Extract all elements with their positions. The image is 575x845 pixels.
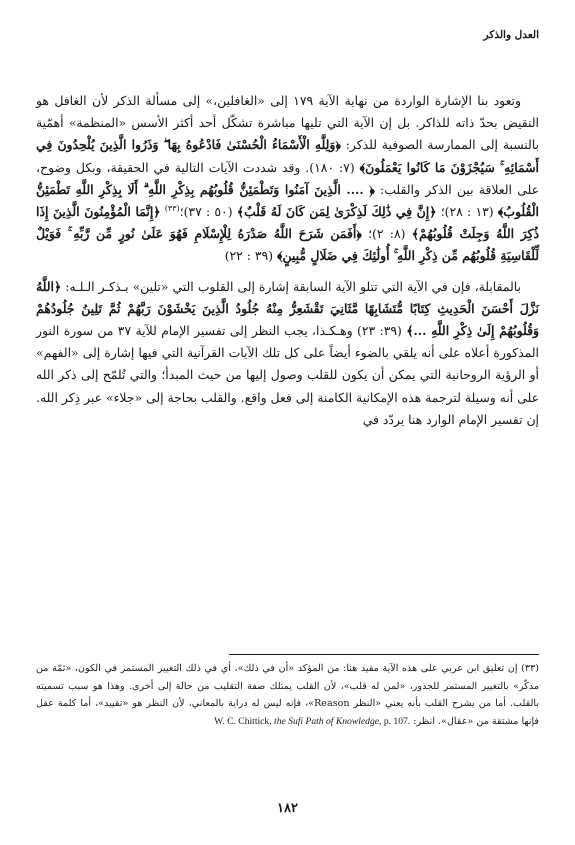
body-text: (١٣ : ٢٨)؛ (436, 204, 498, 220)
quran-quote: ﴿إِنَّمَا الْمُؤْمِنُونَ الَّذِينَ إِذَا ذُكِرَ اللَّهُ وَجِلَتْ قُلُوبُهُمْ﴾ (36, 204, 539, 242)
quran-quote: ﴿أَفَمَن شَرَحَ اللَّهُ صَدْرَهُ لِلْإِسْلَامِ فَهُوَ عَلَىٰ نُورٍ مِّن رَّبِّهِ ۚ فَوَيْلٌ لِّلْقَاسِيَةِ قُلُوبُهُم مِّن ذِكْرِ اللَّهِ ۚ أُولَٰئِكَ فِي ضَلَالٍ مُّبِينٍ﴾ (36, 226, 539, 264)
body-text: (٥٠ : ٣٧)؛ (179, 204, 237, 220)
paragraph-2 (36, 276, 539, 431)
citation-title: the Sufi Path of Knowledge, (274, 715, 382, 727)
book-page (36, 28, 539, 818)
footnote-citation (214, 716, 410, 727)
running-head: العدل والذكر (483, 29, 539, 41)
footnote-number: (٣٣) (521, 663, 539, 674)
page-number: ١٨٢ (277, 801, 298, 816)
body-text: (٧: ١٨٠). وقد شددت الآيات التالية في الحقيقة، وبكل وضوح، على العلاقة بين الذكر والقلب: (36, 159, 540, 197)
citation-author: W. C. Chittick, (214, 715, 275, 727)
quran-quote: ﴿وَلِلَّهِ الْأَسْمَاءُ الْحُسْنَىٰ فَادْعُوهُ بِهَا ۖ وَذَرُوا الَّذِينَ يُلْحِدُونَ فِي أَسْمَائِهِ ۚ سَيُجْزَوْنَ مَا كَانُوا يَعْمَلُونَ﴾ (36, 137, 539, 175)
paragraph-1 (36, 90, 539, 268)
body-text: بالمقابلة، فإن في الآية التي تتلو الآية السابقة إشارة إلى القلوب التي «تلين» بـذكـر الـلـه: (61, 278, 521, 294)
footnote-marker[interactable]: (٣٣) (164, 203, 180, 213)
footnote-text: إن تعليق ابن عربي على هذه الآية مفيد هنا: من المؤكد «أن في ذلك»، أي في ذلك التغيير المستمر في الكون، «ثمّة من مذكّر» بالتغيير المستمر للجذور، «لمن له قلب»، لأن القلب يمتلك صفة التقليب من حالة إلى أخرى. وهذا هو سبب تسميته بالقلب. أما من يشرح القلب بأنه يعني «النظر Reason»، فإنه ليس له دراية بالمعاني، لأن النظر هو «تقييد»، أما كلمة عقل فإنها مشتقة من «عقال». انظر: (36, 663, 539, 727)
footnote-rule (229, 654, 539, 655)
body-text: وتعود بنا الإشارة الواردة من نهاية الآية ١٧٩ إلى «الغافلين،» إلى مسألة الذكر لأن الغافل هو النقيض بحدّ ذاته للذاكر. بل إن الآية التي تليها مباشرة تشكّل أحد أكثر الأسس «المنظمة» أهمّية بالنسبة إلى الممارسة الصوفية للذكر: (36, 93, 539, 153)
quran-quote: ﴿اللَّهُ نَزَّلَ أَحْسَنَ الْحَدِيثِ كِتَابًا مُّتَشَابِهًا مَّثَانِيَ تَقْشَعِرُّ مِنْهُ جُلُودُ الَّذِينَ يَخْشَوْنَ رَبَّهُمْ ثُمَّ تَلِينُ جُلُودُهُمْ وَقُلُوبُهُمْ إِلَىٰ ذِكْرِ اللَّهِ ...﴾ (36, 278, 539, 339)
citation-page: p. 107. (381, 715, 411, 727)
body-text: (٣٩: ٢٣) وهـكـذا، يجب النظر إلى تفسير الإمام للآية ٣٧ من سورة النور المذكورة أعلاه على أنه يلقي بالضوء أيضاً على كل تلك الآيات القرآنية التي فيها إشارة إلى «الفهم» أو الرؤية الروحانية التي يمكن أن يكون للقلب وصول إليها من حيث المبدأ؛ والتي تُلمّح إلى ذكر الله على أنه وسيلة لترجمة هذه الإمكانية الكامنة إلى فعل واقع. والقلب بحاجة إلى «جلاء» عبر ذِكر الله. إن تفسير الإمام الوارد هنا يردّد في (36, 323, 539, 427)
footnote (36, 660, 539, 730)
body-text: (٨: ٢)؛ (361, 226, 412, 242)
quran-quote: ﴿إِنَّ فِي ذَٰلِكَ لَذِكْرَىٰ لِمَن كَانَ لَهُ قَلْبٌ﴾ (236, 204, 437, 220)
footnote-33 (36, 660, 539, 730)
quran-quote: ﴿ .... الَّذِينَ آمَنُوا وَتَطْمَئِنُّ قُلُوبُهُم بِذِكْرِ اللَّهِ ۗ أَلَا بِذِكْرِ اللَّهِ تَطْمَئِنُّ الْقُلُوبُ﴾ (36, 181, 539, 220)
main-text (36, 90, 539, 431)
body-text: (٣٩ : ٢٢) (224, 248, 277, 264)
